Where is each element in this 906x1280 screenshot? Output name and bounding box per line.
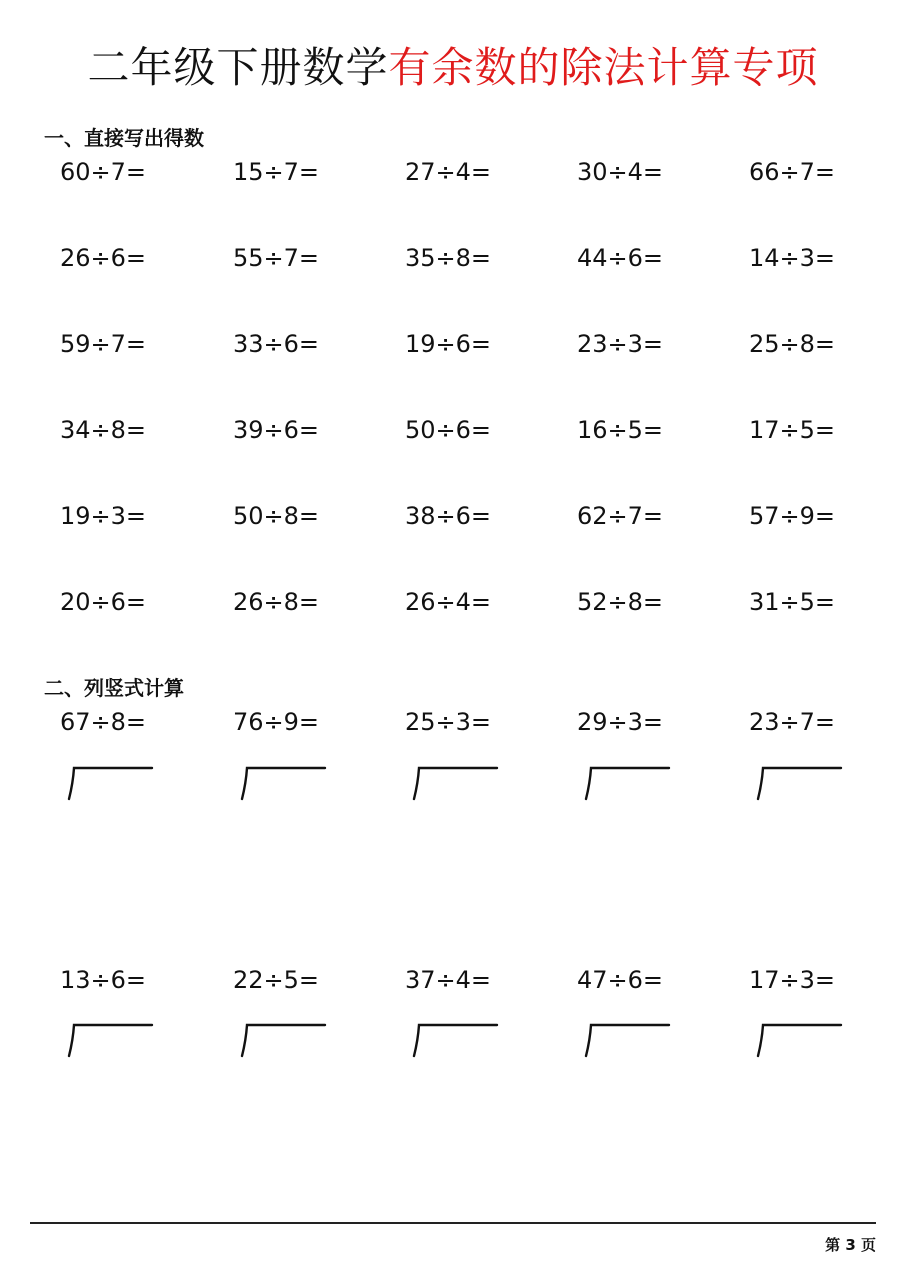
problem-item: 19÷3= [60,502,147,530]
problem-item: 76÷9= [233,708,320,736]
problem-item: 29÷3= [577,708,664,736]
problem-item: 15÷7= [233,158,320,186]
problem-row [0,960,906,1000]
problem-row [0,496,906,536]
long-division-bracket-icon [581,765,671,801]
problem-row [0,324,906,364]
long-division-bracket-icon [753,765,843,801]
problem-item: 23÷3= [577,330,664,358]
problem-item: 16÷5= [577,416,664,444]
problem-item: 38÷6= [405,502,492,530]
problem-item: 23÷7= [749,708,836,736]
problem-item: 26÷6= [60,244,147,272]
long-division-bracket-icon [64,765,154,801]
problem-item: 44÷6= [577,244,664,272]
problem-item: 20÷6= [60,588,147,616]
title-red-part: 有余数的除法计算专项 [388,43,819,92]
problem-row [0,582,906,622]
problem-item: 25÷8= [749,330,836,358]
long-division-bracket-icon [409,1022,499,1058]
footer-divider [30,1222,876,1224]
problem-item: 66÷7= [749,158,836,186]
problem-item: 60÷7= [60,158,147,186]
problem-row [0,702,906,742]
problem-item: 17÷5= [749,416,836,444]
problem-item: 17÷3= [749,966,836,994]
problem-item: 22÷5= [233,966,320,994]
problem-item: 34÷8= [60,416,147,444]
problem-item: 47÷6= [577,966,664,994]
problem-item: 19÷6= [405,330,492,358]
problem-item: 31÷5= [749,588,836,616]
section-heading-direct-answers: 一、直接写出得数 [44,126,204,150]
problem-item: 50÷8= [233,502,320,530]
long-division-bracket-icon [409,765,499,801]
problem-item: 39÷6= [233,416,320,444]
problem-row [0,152,906,192]
problem-item: 14÷3= [749,244,836,272]
problem-row [0,238,906,278]
long-division-bracket-icon [581,1022,671,1058]
problem-item: 55÷7= [233,244,320,272]
problem-item: 62÷7= [577,502,664,530]
division-bracket-row [0,765,906,805]
long-division-bracket-icon [64,1022,154,1058]
problem-item: 37÷4= [405,966,492,994]
section-heading-vertical-calculation: 二、列竖式计算 [44,676,184,700]
page-number: 第 3 页 [825,1236,876,1254]
problem-item: 33÷6= [233,330,320,358]
problem-item: 25÷3= [405,708,492,736]
problem-item: 57÷9= [749,502,836,530]
problem-item: 59÷7= [60,330,147,358]
problem-item: 30÷4= [577,158,664,186]
problem-item: 26÷4= [405,588,492,616]
worksheet-title [0,38,906,98]
problem-item: 13÷6= [60,966,147,994]
long-division-bracket-icon [753,1022,843,1058]
problem-item: 67÷8= [60,708,147,736]
long-division-bracket-icon [237,1022,327,1058]
problem-row [0,410,906,450]
long-division-bracket-icon [237,765,327,801]
problem-item: 52÷8= [577,588,664,616]
title-black-part: 二年级下册数学 [87,43,389,92]
division-bracket-row [0,1022,906,1062]
problem-item: 26÷8= [233,588,320,616]
problem-item: 35÷8= [405,244,492,272]
problem-item: 27÷4= [405,158,492,186]
problem-item: 50÷6= [405,416,492,444]
